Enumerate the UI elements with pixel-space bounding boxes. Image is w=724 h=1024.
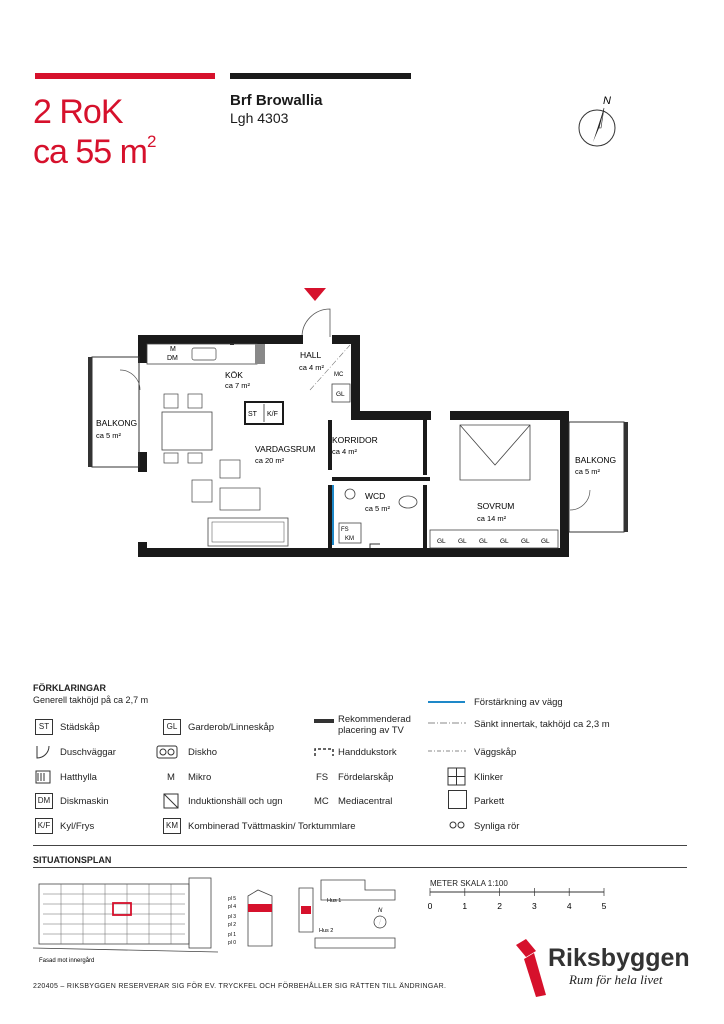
parquet-icon	[448, 790, 467, 809]
legend-shower-walls: Duschväggar	[60, 747, 116, 758]
microwave-symbol: M	[167, 772, 175, 783]
project-name: Brf Browallia	[230, 92, 323, 109]
north-compass-icon	[574, 92, 620, 158]
section-divider	[33, 845, 687, 846]
site-plan-drawing	[295, 876, 405, 954]
svg-text:KÖK: KÖK	[225, 370, 243, 380]
section-divider-2	[33, 867, 687, 868]
cleaning-cabinet-icon: ST	[35, 719, 53, 735]
site-location-marker	[301, 906, 311, 914]
svg-text:ca 4 m²: ca 4 m²	[332, 447, 358, 456]
legend-parquet: Parkett	[474, 796, 505, 807]
svg-text:3: 3	[532, 901, 537, 911]
svg-text:GL: GL	[541, 538, 550, 545]
svg-text:ST: ST	[248, 411, 257, 418]
svg-text:BALKONG: BALKONG	[575, 455, 617, 465]
induction-hob-icon	[163, 793, 181, 809]
svg-text:Hus 2: Hus 2	[319, 928, 334, 934]
floor-stack-drawing	[228, 884, 278, 950]
svg-text:N: N	[378, 908, 383, 914]
svg-text:SOVRUM: SOVRUM	[477, 501, 515, 511]
svg-text:pl 5: pl 5	[228, 896, 237, 902]
apartment-area: ca 55 $m^2$	[33, 132, 156, 171]
scale-bar	[426, 888, 610, 914]
lowered-ceiling-line-icon	[428, 720, 468, 726]
svg-text:N: N	[603, 95, 611, 107]
tile-floor-icon	[447, 767, 467, 787]
sink-icon	[156, 744, 180, 760]
svg-text:4: 4	[566, 901, 572, 911]
current-floor-marker	[248, 904, 272, 912]
hat-shelf-icon	[35, 769, 53, 785]
floor-plan	[80, 280, 650, 580]
media-central-symbol: MC	[314, 796, 329, 807]
svg-text:pl 2: pl 2	[228, 922, 237, 928]
room-count: 2 RoK	[33, 93, 123, 131]
svg-text:pl 1: pl 1	[228, 932, 237, 938]
svg-text:ca 20 m²: ca 20 m²	[255, 456, 285, 465]
svg-text:ca 4 m²: ca 4 m²	[299, 363, 325, 372]
visible-pipes-icon	[448, 820, 468, 830]
svg-text:HALL: HALL	[300, 350, 322, 360]
distribution-cabinet-symbol: FS	[316, 772, 329, 783]
disclaimer: 220405 – RIKSBYGGEN RESERVERAR SIG FÖR EV. TRYCKFEL OCH FÖRBEHÅLLER SIG RÄTTEN TILL ÄNDRINGAR.	[33, 983, 447, 990]
brand-slogan: Rum för hela livet	[569, 972, 663, 987]
svg-text:ca 7 m²: ca 7 m²	[225, 381, 251, 390]
svg-text:ca 14 m²: ca 14 m²	[477, 514, 507, 523]
legend-title: FÖRKLARINGAR	[33, 683, 106, 693]
washer-dryer-icon: KM	[163, 818, 181, 834]
legend-subtitle: Generell takhöjd på ca 2,7 m	[33, 695, 149, 705]
legend-cleaning-cabinet: Städskåp	[60, 722, 100, 733]
shower-wall-icon	[35, 744, 53, 760]
legend-visible-pipes: Synliga rör	[474, 821, 520, 832]
legend-lowered-ceiling: Sänkt innertak, takhöjd ca 2,3 m	[474, 719, 610, 730]
fridge-freezer-icon: K/F	[35, 818, 53, 834]
scale-label: METER SKALA 1:100	[430, 879, 508, 888]
svg-text:MC: MC	[334, 372, 344, 378]
situation-plan-title: SITUATIONSPLAN	[33, 855, 112, 865]
legend-induction-hob: Induktionshäll och ugn	[188, 796, 283, 807]
svg-text:GL: GL	[458, 538, 467, 545]
svg-text:GL: GL	[479, 538, 488, 545]
svg-text:1: 1	[462, 901, 468, 911]
apartment-location-marker	[113, 903, 131, 915]
legend-wardrobe: Garderob/Linneskåp	[188, 722, 275, 733]
legend-fridge-freezer: Kyl/Frys	[60, 821, 95, 832]
svg-text:VARDAGSRUM: VARDAGSRUM	[255, 444, 316, 454]
legend-distribution-cabinet: Fördelarskåp	[338, 772, 394, 783]
svg-text:0: 0	[427, 901, 433, 911]
svg-text:K/F: K/F	[267, 411, 278, 418]
apartment-number: Lgh 4303	[230, 110, 289, 126]
svg-text:DM: DM	[167, 355, 178, 362]
svg-text:FS: FS	[341, 527, 349, 533]
legend-sink: Diskho	[188, 747, 218, 758]
svg-text:pl 4: pl 4	[228, 904, 237, 910]
svg-text:M: M	[170, 346, 176, 353]
svg-text:ca 5 m²: ca 5 m²	[96, 431, 122, 440]
svg-text:GL: GL	[521, 538, 530, 545]
header-black-bar	[230, 73, 411, 79]
svg-text:BALKONG: BALKONG	[96, 418, 138, 428]
svg-text:Hus 1: Hus 1	[327, 898, 342, 904]
legend-microwave: Mikro	[188, 772, 212, 783]
legend-wall-reinforcement: Förstärkning av vägg	[474, 697, 563, 708]
svg-text:2: 2	[497, 901, 502, 911]
svg-text:GL: GL	[437, 538, 446, 545]
svg-text:GL: GL	[336, 391, 345, 398]
tv-placement-icon	[313, 716, 337, 726]
reinforcement-line-icon	[428, 701, 465, 703]
svg-text:WCD: WCD	[365, 491, 386, 501]
svg-text:KM: KM	[345, 536, 354, 542]
svg-text:GL: GL	[500, 538, 509, 545]
entrance-marker	[304, 288, 326, 301]
wardrobe-icon: GL	[163, 719, 181, 735]
legend-towel-rail: Handdukstork	[338, 747, 397, 758]
legend-tile: Klinker	[474, 772, 504, 783]
svg-text:pl 0: pl 0	[228, 940, 237, 946]
header-red-bar	[35, 73, 215, 79]
svg-text:Fasad mot innergård: Fasad mot innergård	[39, 958, 95, 964]
dishwasher-icon: DM	[35, 793, 53, 809]
towel-rail-icon	[313, 746, 337, 758]
legend-washer-dryer: Kombinerad Tvättmaskin/ Torktummlare	[188, 821, 356, 832]
svg-text:5: 5	[601, 901, 607, 911]
wall-cabinet-line-icon	[428, 748, 468, 754]
legend-hat-shelf: Hatthylla	[60, 772, 97, 783]
svg-text:ca 5 m²: ca 5 m²	[575, 467, 601, 476]
facade-drawing	[33, 870, 218, 965]
svg-text:ca 5 m²: ca 5 m²	[365, 504, 391, 513]
svg-text:pl 3: pl 3	[228, 914, 237, 920]
legend-media-central: Mediacentral	[338, 796, 393, 807]
svg-text:KORRIDOR: KORRIDOR	[332, 435, 378, 445]
riksbyggen-logo-icon	[512, 937, 548, 999]
legend-tv-placement: Rekommenderad placering av TV	[338, 714, 411, 736]
brand-name: Riksbyggen	[548, 944, 690, 972]
legend-wall-cabinet: Väggskåp	[474, 747, 517, 758]
legend-dishwasher: Diskmaskin	[60, 796, 109, 807]
